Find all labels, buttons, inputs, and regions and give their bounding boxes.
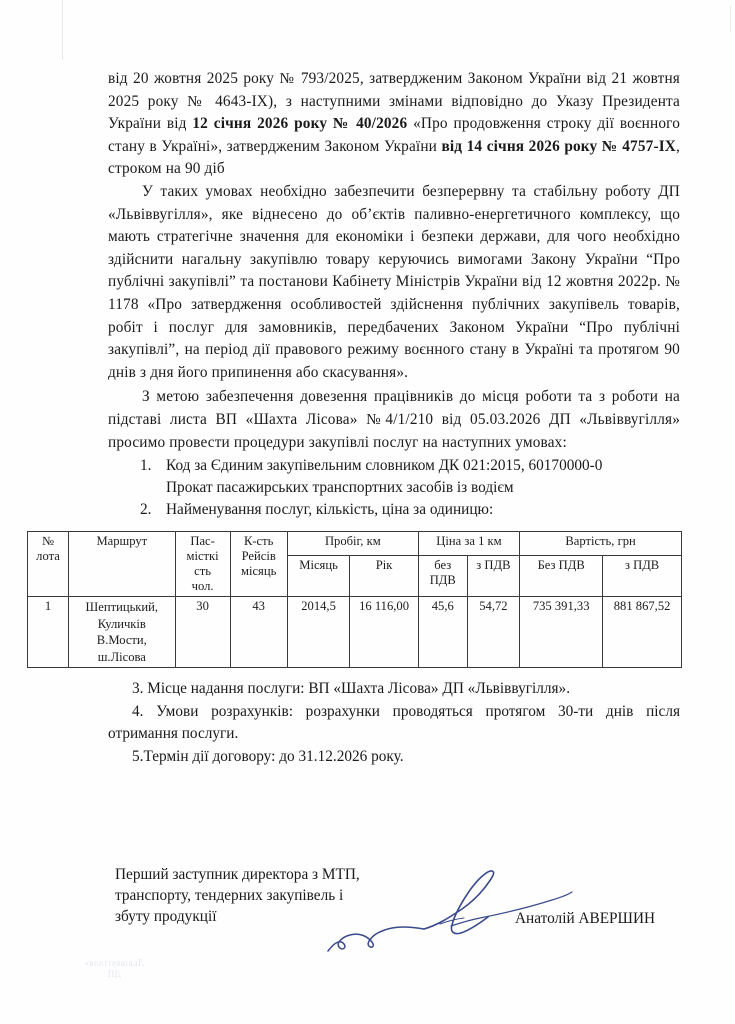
lot-table-header-row-1 (28, 532, 682, 556)
th-mileage-year: Рік (350, 555, 419, 596)
cell-lot-number: 1 (28, 597, 69, 668)
paragraph-3: З метою забезпечення довезення працівників до місця роботи та з роботи на підставі листа ВП «Шахта Лісова» №4/1/210 від 05.03.2026 ДП «Львіввугілля» просимо провести процедури закупівлі послуг на наступних умовах: (108, 388, 680, 451)
paragraph-1-run-3: «Про продовження строку дії воєнного стану в Україні», затвердженим Законом України (108, 115, 680, 155)
th-route-label: Маршрут (96, 534, 148, 548)
th-price-group: Ціна за 1 км (418, 532, 519, 556)
condition-1-text: Код за Єдиним закупівельним словником ДК 021:2015, 60170000-0 (166, 457, 603, 475)
lot-table-head (28, 532, 682, 597)
cell-route (69, 597, 176, 668)
th-price-with-vat: з ПДВ (467, 555, 519, 596)
th-trips (230, 532, 287, 597)
lot-table-container (27, 531, 682, 668)
th-price-no-vat-line1: без (434, 557, 452, 572)
bleed-through-line-1: Львіввугілля» (84, 958, 144, 968)
condition-1-subtext: Прокат пасажирських транспортних засобів із водієм (166, 478, 514, 496)
cell-trips: 43 (230, 597, 287, 668)
lot-table (27, 531, 682, 668)
th-lot-line1: № (41, 534, 55, 548)
paragraph-1-run-1: від 20 жовтня 2025 року № 793/2025, затвердженим Законом України від 21 жовтня 2025 року № 4643-IX), з наступними змінами відповідно до Указу Президента України від (108, 70, 680, 133)
th-mileage-month: Місяць (287, 555, 349, 596)
th-capacity-line3: сть (194, 564, 211, 578)
condition-item-4: 4. Умови розрахунків: розрахунки проводяться протягом 30-ти днів після отримання послуги. (108, 702, 680, 743)
th-price-no-vat-line2: ПДВ (429, 572, 456, 587)
condition-item-1 (108, 455, 680, 498)
condition-item-2 (108, 499, 680, 521)
signatory-title-line-2: транспорту, тендерних закупівель і (115, 887, 344, 904)
paragraph-1 (108, 68, 680, 181)
th-capacity (175, 532, 230, 597)
cell-route-line-3: В.Мости, (96, 633, 147, 647)
document-body (108, 68, 680, 521)
th-mileage-group: Пробіг, км (287, 532, 418, 556)
bleed-through-artifact (34, 958, 194, 1012)
cell-capacity: 30 (175, 597, 230, 668)
th-capacity-line2: місткі (186, 549, 219, 563)
th-route (69, 532, 176, 597)
cell-cost-with-vat: 881 867,52 (603, 597, 682, 668)
th-trips-line3: місяць (241, 564, 277, 578)
paragraph-1-run-2-bold: 12 січня 2026 року № 40/2026 (192, 115, 408, 133)
signatory-name: Анатолій АВЕРШИН (515, 910, 656, 927)
paragraph-1-run-4-bold: від 14 січня 2026 року № 4757-IX (441, 137, 677, 155)
condition-2-text: Найменування послуг, кількість, ціна за одиницю: (166, 501, 494, 519)
signatory-title-line-3: збуту продукції (115, 908, 217, 925)
lot-table-body (28, 597, 682, 668)
condition-2-number: 2. (140, 501, 152, 519)
scan-artifact-right (730, 6, 731, 32)
th-trips-line2: Рейсів (241, 549, 276, 563)
cell-route-line-2: Куличків (97, 616, 146, 631)
cell-route-line-1: Шептицький, (85, 600, 159, 614)
signatory-title-line-1: Перший заступник директора з МТП, (115, 866, 360, 883)
paragraph-1-run-5: , строком на 90 діб (108, 137, 680, 178)
conditions-list (108, 455, 680, 521)
th-cost-with-vat: з ПДВ (603, 555, 682, 596)
th-lot-number (28, 532, 69, 597)
th-cost-group: Вартість, грн (520, 532, 682, 556)
table-row (28, 597, 682, 668)
condition-1-number: 1. (140, 457, 152, 475)
th-trips-line1: К-сть (243, 534, 274, 548)
th-price-no-vat (418, 555, 467, 596)
th-capacity-line1: Пас- (190, 534, 215, 548)
cell-mileage-year: 16 116,00 (350, 597, 419, 668)
cell-mileage-month: 2014,5 (287, 597, 349, 668)
scan-artifact-left (62, 0, 63, 60)
condition-item-5: 5.Термін дії договору: до 31.12.2026 року. (132, 747, 404, 765)
cell-route-line-4: ш.Лісова (97, 649, 146, 664)
document-bottom-conditions (108, 678, 680, 768)
bleed-through-line-2: ДП (107, 969, 121, 979)
paragraph-2: У таких умовах необхідно забезпечити безперервну та стабільну роботу ДП «Львіввугілля», яке віднесено до об’єктів паливно-енергетичного комплексу, що мають стратегічне значення для економіки і безпеки держави, для чого необхідно здійснити нагальну закупівлю товару керуючись вимогами Закону України “Про публічні закупівлі” та постанови Кабінету Міністрів України від 12 жовтня 2022р. № 1178 «Про затвердження особливостей здійснення публічних закупівель товарів, робіт і послуг для замовників, передбачених Законом України “Про публічні закупівлі”, на період дії правового режиму воєнного стану в Україні та протягом 90 днів з дня його припинення або скасування». (108, 182, 680, 381)
th-lot-line2: лота (36, 549, 60, 563)
cell-price-no-vat: 45,6 (418, 597, 467, 668)
cell-price-with-vat: 54,72 (467, 597, 519, 668)
condition-item-3: 3. Місце надання послуги: ВП «Шахта Лісова» ДП «Львіввугілля». (132, 680, 571, 697)
th-cost-no-vat: Без ПДВ (520, 555, 603, 596)
cell-cost-no-vat: 735 391,33 (520, 597, 603, 668)
signatory-title (115, 864, 415, 927)
th-capacity-line4: чол. (191, 579, 214, 593)
